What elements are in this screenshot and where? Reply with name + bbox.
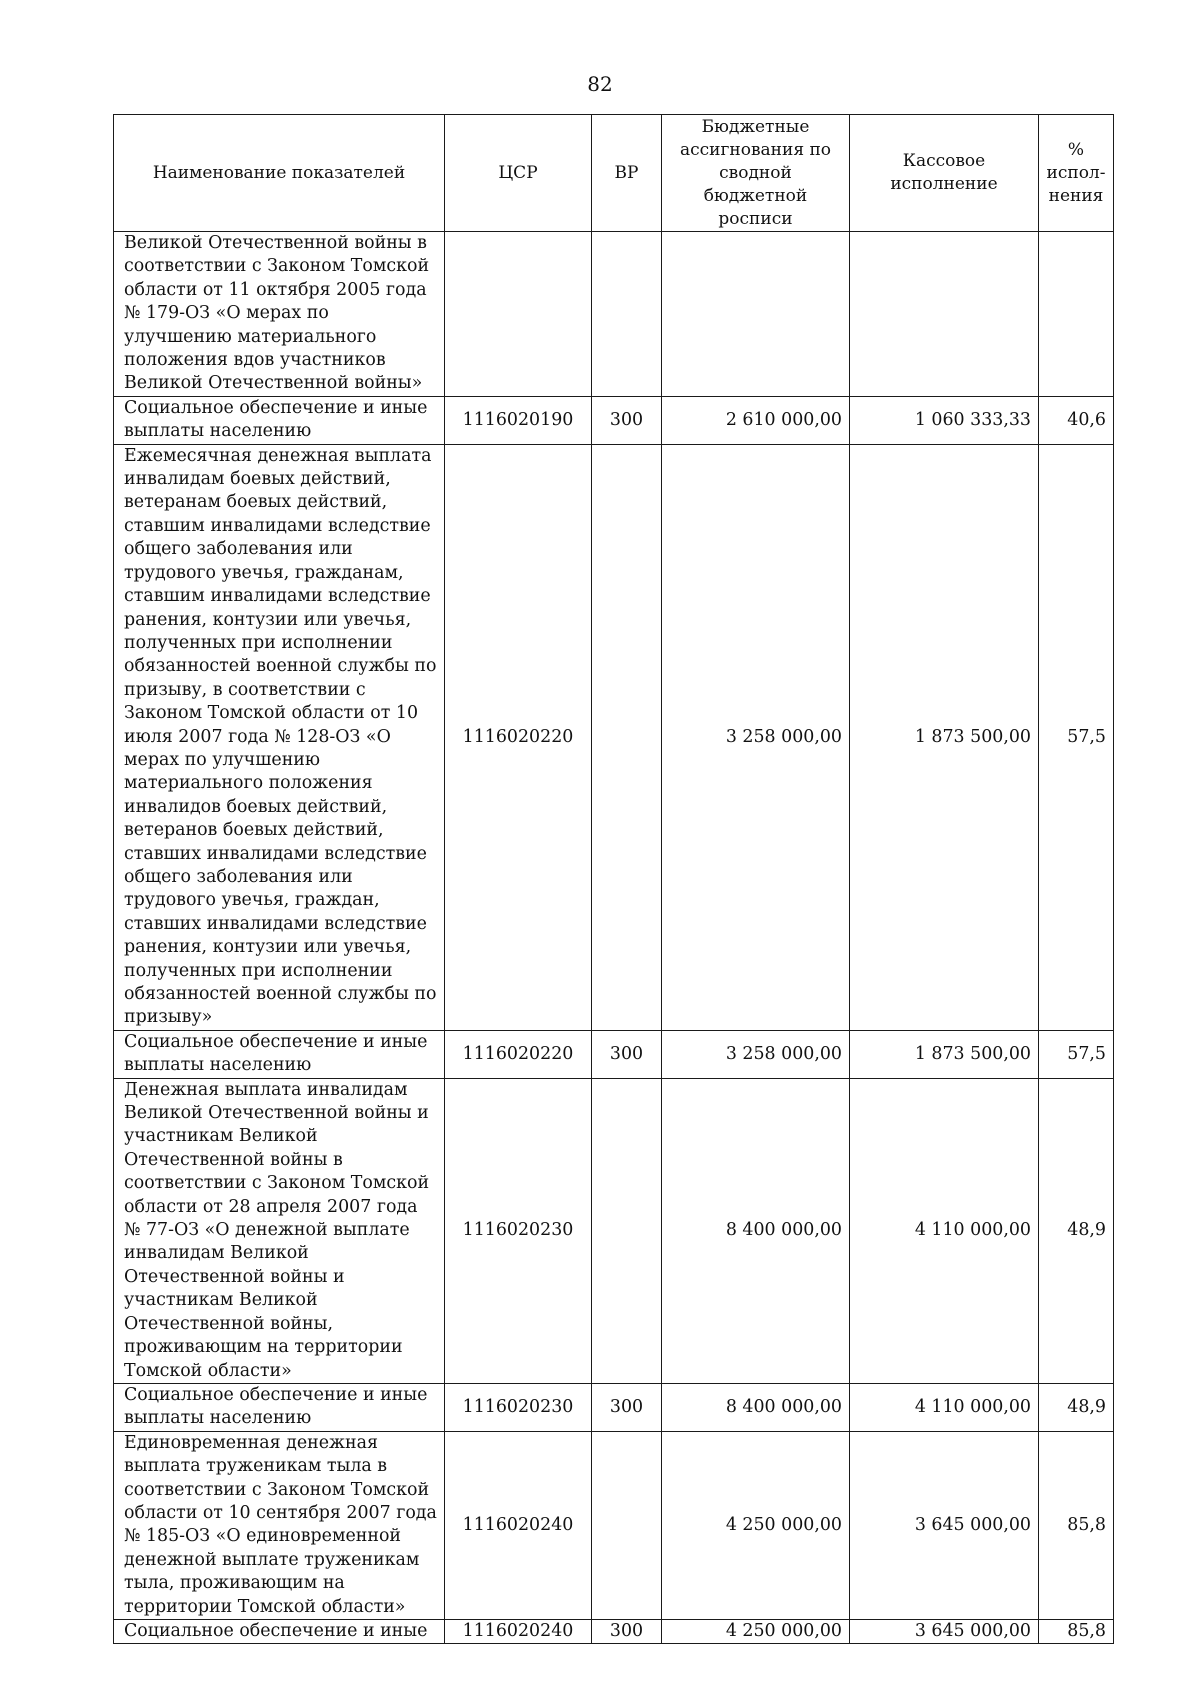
header-name: Наименование показателей [114, 115, 445, 232]
cell-fact: 1 873 500,00 [850, 1030, 1039, 1078]
cell-vr: 300 [592, 396, 662, 444]
cell-fact [850, 232, 1039, 397]
cell-vr [592, 1431, 662, 1619]
header-vr: ВР [592, 115, 662, 232]
cell-plan: 8 400 000,00 [662, 1383, 850, 1431]
page-number: 82 [587, 72, 613, 96]
cell-plan: 4 250 000,00 [662, 1619, 850, 1643]
cell-fact: 1 060 333,33 [850, 396, 1039, 444]
cell-pct: 57,5 [1039, 1030, 1114, 1078]
cell-plan: 2 610 000,00 [662, 396, 850, 444]
header-csr: ЦСР [445, 115, 592, 232]
cell-csr: 1116020190 [445, 396, 592, 444]
cell-pct: 48,9 [1039, 1383, 1114, 1431]
cell-fact: 3 645 000,00 [850, 1619, 1039, 1643]
cell-pct: 57,5 [1039, 444, 1114, 1030]
table-row [114, 232, 1114, 397]
cell-pct [1039, 232, 1114, 397]
cell-pct: 40,6 [1039, 396, 1114, 444]
cell-plan [662, 232, 850, 397]
cell-name: Единовременная денежная выплата труженикам тыла в соответствии с Законом Томской области от 10 сентября 2007 года № 185-ОЗ «О единовременной денежной выплате труженикам тыла, проживающим на территории Томской области» [114, 1431, 445, 1619]
cell-fact: 4 110 000,00 [850, 1078, 1039, 1383]
cell-csr: 1116020240 [445, 1431, 592, 1619]
cell-fact: 3 645 000,00 [850, 1431, 1039, 1619]
cell-csr: 1116020220 [445, 1030, 592, 1078]
table-row [114, 1030, 1114, 1078]
cell-name: Социальное обеспечение и иные выплаты населению [114, 1383, 445, 1431]
table-row [114, 1383, 1114, 1431]
table-row [114, 1078, 1114, 1383]
cell-csr [445, 232, 592, 397]
table-row [114, 444, 1114, 1030]
header-pct: % испол-нения [1039, 115, 1114, 232]
cell-plan: 8 400 000,00 [662, 1078, 850, 1383]
header-plan: Бюджетные ассигнования по сводной бюджетной росписи [662, 115, 850, 232]
cell-pct: 48,9 [1039, 1078, 1114, 1383]
cell-vr [592, 232, 662, 397]
cell-plan: 3 258 000,00 [662, 444, 850, 1030]
header-fact: Кассовое исполнение [850, 115, 1039, 232]
cell-fact: 1 873 500,00 [850, 444, 1039, 1030]
cell-plan: 3 258 000,00 [662, 1030, 850, 1078]
cell-pct: 85,8 [1039, 1431, 1114, 1619]
table-row [114, 1619, 1114, 1643]
cell-pct: 85,8 [1039, 1619, 1114, 1643]
cell-name: Социальное обеспечение и иные выплаты населению [114, 396, 445, 444]
cell-vr [592, 1078, 662, 1383]
cell-name: Социальное обеспечение и иные выплаты населению [114, 1030, 445, 1078]
budget-execution-table [113, 114, 1114, 1644]
table-row [114, 1431, 1114, 1619]
cell-vr [592, 444, 662, 1030]
cell-vr: 300 [592, 1030, 662, 1078]
cell-csr: 1116020240 [445, 1619, 592, 1643]
table-header-row [114, 115, 1114, 232]
table-row [114, 396, 1114, 444]
cell-vr: 300 [592, 1383, 662, 1431]
cell-fact: 4 110 000,00 [850, 1383, 1039, 1431]
cell-csr: 1116020220 [445, 444, 592, 1030]
cell-name: Социальное обеспечение и иные [114, 1619, 445, 1643]
cell-name: Денежная выплата инвалидам Великой Отечественной войны и участникам Великой Отечественной войны в соответствии с Законом Томской области от 28 апреля 2007 года № 77-ОЗ «О денежной выплате инвалидам Великой Отечественной войны и участникам Великой Отечественной войны, проживающим на территории Томской области» [114, 1078, 445, 1383]
cell-csr: 1116020230 [445, 1383, 592, 1431]
cell-plan: 4 250 000,00 [662, 1431, 850, 1619]
cell-csr: 1116020230 [445, 1078, 592, 1383]
cell-vr: 300 [592, 1619, 662, 1643]
cell-name: Ежемесячная денежная выплата инвалидам боевых действий, ветеранам боевых действий, ставшим инвалидами вследствие общего заболевания или трудового увечья, гражданам, ставшим инвалидами вследствие ранения, контузии или увечья, полученных при исполнении обязанностей военной службы по призыву, в соответствии с Законом Томской области от 10 июля 2007 года № 128-ОЗ «О мерах по улучшению материального положения инвалидов боевых действий, ветеранов боевых действий, ставших инвалидами вследствие общего заболевания или трудового увечья, граждан, ставших инвалидами вследствие ранения, контузии или увечья, полученных при исполнении обязанностей военной службы по призыву» [114, 444, 445, 1030]
cell-name: Великой Отечественной войны в соответствии с Законом Томской области от 11 октября 2005 года № 179-ОЗ «О мерах по улучшению материального положения вдов участников Великой Отечественной войны» [114, 232, 445, 397]
